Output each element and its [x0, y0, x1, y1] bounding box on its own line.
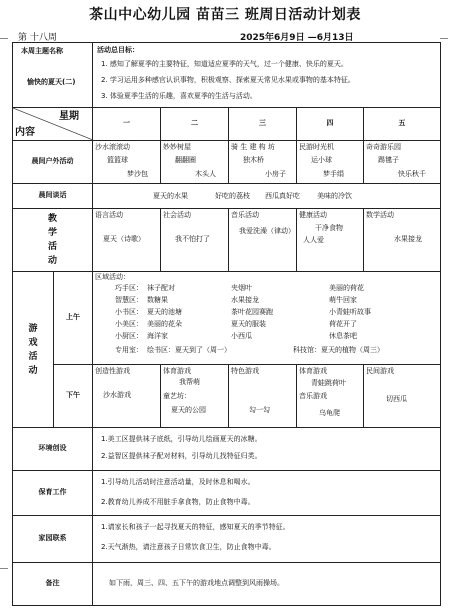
area-item: 水果接龙 — [231, 296, 259, 304]
teaching-subject: 社会活动 — [163, 211, 191, 219]
crop-mark — [0, 38, 8, 39]
area-name: 智慧区： — [115, 296, 143, 304]
teaching-topic: 人人爱 — [303, 236, 324, 244]
pm-game: 勾一勾 — [249, 406, 270, 414]
notes-label: 备注 — [13, 563, 93, 606]
date-range: 2025年6月9日 —6月13日 — [240, 33, 354, 43]
games-am-label: 上午 — [54, 272, 93, 365]
notes-row — [13, 563, 441, 606]
games-label-char: 动 — [28, 365, 38, 376]
environment-row — [13, 428, 441, 471]
pm-game-type: 民间游戏 — [366, 367, 394, 375]
area-item: 荷花开了 — [329, 320, 357, 328]
area-item: 小西瓜 — [231, 332, 252, 340]
talk-topic: 美味的冷饮 — [317, 192, 352, 200]
games-label — [13, 272, 54, 428]
pm-game: 切西瓜 — [386, 395, 407, 403]
area-name: 小书区： — [115, 308, 143, 316]
content-header-label: 内容 — [15, 127, 35, 138]
goals-label: 活动总目标： — [97, 46, 139, 54]
outdoor-item: 运小球 — [311, 156, 332, 164]
teaching-label — [13, 209, 93, 272]
area-name: 巧手区： — [115, 284, 143, 292]
environment-label: 环境创设 — [13, 428, 93, 471]
area-name: 小美区： — [115, 320, 143, 328]
teaching-topic: 我爱洗澡（律动） — [239, 227, 295, 235]
special-room-item: 科技馆：夏天的植物（周三） — [293, 346, 384, 354]
outdoor-cell-tue — [161, 141, 229, 184]
home-item: 2.天气渐热，请注意孩子日常饮食卫生，防止食物中毒。 — [101, 543, 276, 551]
page-title: 茶山中心幼儿园 苗苗三 班周日活动计划表 — [89, 7, 361, 23]
outdoor-item: 快乐秋千 — [398, 170, 426, 178]
games-pm-cell-mon — [93, 365, 161, 428]
home-item: 1.请家长和孩子一起寻找夏天的特征，感知夏天的季节特征。 — [101, 523, 290, 531]
teaching-topic: 干净食物 — [315, 224, 343, 232]
area-item: 美丽的荷花 — [329, 284, 364, 292]
teaching-cell-wed — [229, 209, 297, 272]
day-tuesday: 二 — [161, 108, 229, 141]
goal-item: 1. 感知了解夏季的主要特征，知道适应夏季的天气，过一个健康、快乐的夏天。 — [101, 60, 348, 68]
area-item: 夏天的池塘 — [147, 308, 182, 316]
area-item: 数糖果 — [147, 296, 168, 304]
games-label-char: 游 — [28, 323, 38, 334]
teaching-cell-fri — [364, 209, 441, 272]
week-content-header — [13, 108, 93, 141]
games-pm-row — [13, 365, 441, 428]
care-item: 1.引导幼儿活动时注意活动量，及时休息和喝水。 — [101, 478, 255, 486]
games-am-cell — [93, 272, 441, 365]
theme-label: 本周主题名称 — [21, 47, 63, 55]
care-label: 保育工作 — [13, 471, 93, 516]
notes-text: 如下雨，周三、四、五下午的游戏地点调整到风雨操场。 — [109, 579, 284, 587]
outdoor-cell-wed — [229, 141, 297, 184]
theme-goals-cell — [93, 43, 441, 108]
theme-value: 愉快的夏天(二) — [27, 78, 76, 86]
special-room-label: 专用室： — [115, 346, 143, 354]
pm-game: 青蛙跳荷叶 — [311, 379, 346, 387]
outdoor-item: 独木桥 — [243, 156, 264, 164]
teaching-cell-mon — [93, 209, 161, 272]
talk-topic: 好吃的荔枝 — [215, 192, 250, 200]
home-row — [13, 516, 441, 563]
talk-topics-cell — [93, 184, 441, 209]
teaching-label-char: 教 — [47, 214, 57, 224]
outdoor-cell-thu — [297, 141, 364, 184]
teaching-subject: 健康活动 — [299, 211, 327, 219]
day-monday: 一 — [93, 108, 161, 141]
home-cell — [93, 516, 441, 563]
teaching-cell-tue — [161, 209, 229, 272]
area-name: 小厨区： — [115, 332, 143, 340]
games-pm-cell-thu — [297, 365, 364, 428]
care-row — [13, 471, 441, 516]
games-pm-cell-tue — [161, 365, 229, 428]
care-item: 2.教育幼儿养成不用脏手拿食物，防止食物中毒。 — [101, 498, 255, 506]
area-item: 休息茶吧 — [329, 332, 357, 340]
pm-game: 夏天的公园 — [171, 406, 206, 414]
area-item: 美丽的花朵 — [147, 320, 182, 328]
area-item: 茶叶花园赛跑 — [231, 308, 273, 316]
crop-mark — [0, 568, 8, 569]
teaching-subject: 数学活动 — [366, 211, 394, 219]
theme-name-cell — [13, 43, 93, 108]
area-item: 袜子配对 — [147, 284, 175, 292]
pm-game: 我帮萌 — [179, 378, 200, 386]
outdoor-item: 民游时光机 — [299, 143, 334, 151]
area-item: 小青蛙听故事 — [329, 308, 371, 316]
crop-mark — [440, 38, 448, 39]
games-pm-cell-wed — [229, 365, 297, 428]
area-item: 夹烟叶 — [231, 284, 252, 292]
teaching-label-char: 活 — [47, 242, 57, 252]
games-label-char: 戏 — [28, 337, 38, 348]
pm-game-type: 童艺坊： — [163, 392, 191, 400]
outdoor-row — [13, 141, 441, 184]
special-room-item: 绘书区：夏天到了（周一） — [147, 346, 231, 354]
pm-game-type: 体育游戏 — [163, 367, 191, 375]
pm-game: 沙水游戏 — [103, 391, 131, 399]
outdoor-item: 梦手绢 — [323, 170, 344, 178]
home-label: 家园联系 — [13, 516, 93, 563]
week-number: 第 十八周 — [18, 33, 57, 43]
outdoor-item: 翻翻圈 — [175, 156, 196, 164]
outdoor-item: 梦沙包 — [127, 170, 148, 178]
care-cell — [93, 471, 441, 516]
teaching-subject: 音乐活动 — [231, 211, 259, 219]
outdoor-cell-mon — [93, 141, 161, 184]
outdoor-label: 晨间户外活动 — [13, 141, 93, 184]
teaching-cell-thu — [297, 209, 364, 272]
outdoor-item: 篮篮球 — [107, 156, 128, 164]
games-pm-label: 下午 — [54, 365, 93, 428]
area-item: 海洋家 — [147, 332, 168, 340]
outdoor-item: 小房子 — [265, 170, 286, 178]
day-friday: 五 — [364, 108, 441, 141]
pm-game-type: 特色游戏 — [231, 367, 259, 375]
environment-cell — [93, 428, 441, 471]
week-header-label: 星期 — [59, 111, 79, 122]
environment-item: 2.益智区提供袜子配对材料，引导幼儿找特征归类。 — [101, 452, 262, 460]
games-am-row — [13, 272, 441, 365]
area-item: 萌牛回家 — [329, 296, 357, 304]
area-activity-title: 区域活动： — [95, 273, 130, 281]
pm-game-type: 创造性游戏 — [95, 367, 130, 375]
outdoor-cell-fri — [364, 141, 441, 184]
outdoor-item: 妙妙树屋 — [163, 143, 191, 151]
outdoor-item: 木头人 — [195, 170, 216, 178]
games-pm-cell-fri — [364, 365, 441, 428]
pm-game-type: 音乐游戏 — [299, 392, 327, 400]
day-thursday: 四 — [297, 108, 364, 141]
teaching-label-char: 动 — [47, 256, 57, 266]
teaching-subject: 语言活动 — [95, 211, 123, 219]
teaching-topic: 我不怕打了 — [175, 235, 210, 243]
teaching-label-char: 学 — [47, 228, 57, 238]
theme-row — [13, 43, 441, 108]
outdoor-item: 踢毽子 — [378, 156, 399, 164]
day-header-row — [13, 108, 441, 141]
pm-game: 乌龟爬 — [319, 409, 340, 417]
talk-label: 晨间谈话 — [13, 184, 93, 209]
day-wednesday: 三 — [229, 108, 297, 141]
environment-item: 1.美工区提供袜子底纸，引导幼儿绘画夏天的冰糖。 — [101, 435, 262, 443]
outdoor-item: 沙水滚滚动 — [95, 143, 130, 151]
talk-topic: 夏天的水果 — [153, 192, 188, 200]
goal-item: 3. 体验夏季生活的乐趣，喜欢夏季的生活与活动。 — [101, 92, 257, 100]
games-label-char: 活 — [28, 351, 38, 362]
teaching-topic: 夏天（诗歌） — [103, 235, 145, 243]
talk-topic: 西瓜真好吃 — [265, 192, 300, 200]
goal-item: 2. 学习运用多种感官认识事物，积极观察、探索夏天常见水果或事物的基本特征。 — [101, 76, 355, 84]
notes-cell — [93, 563, 441, 606]
area-item: 夏天的服装 — [231, 320, 266, 328]
teaching-topic: 水果接龙 — [394, 235, 422, 243]
talk-row — [13, 184, 441, 209]
outdoor-item: 奇奇游乐园 — [366, 143, 401, 151]
weekly-plan-table — [12, 42, 441, 606]
pm-game-type: 体育游戏 — [299, 367, 327, 375]
teaching-row — [13, 209, 441, 272]
outdoor-item: 骑 生 建 构 坊 — [231, 143, 275, 151]
